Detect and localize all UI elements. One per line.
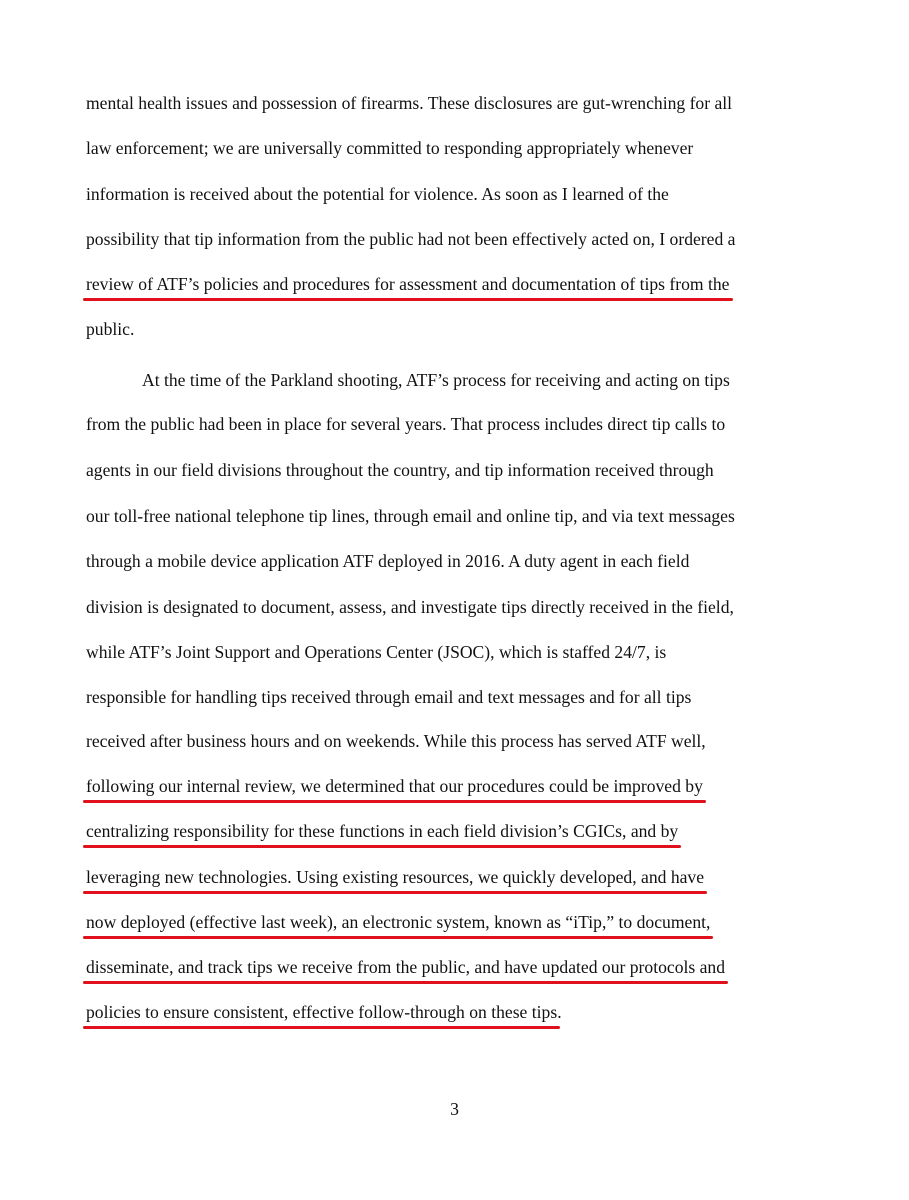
text-line: agents in our field divisions throughout the country, and tip information received through xyxy=(86,460,714,480)
text-line: received after business hours and on weekends. While this process has served ATF well, xyxy=(86,731,706,751)
red-underline-highlight: leveraging new technologies. Using existing resources, we quickly developed, and have xyxy=(86,867,705,887)
text-line: our toll-free national telephone tip lines, through email and online tip, and via text messages xyxy=(86,506,735,526)
red-underline-highlight: policies to ensure consistent, effective follow-through on these tips xyxy=(86,1002,558,1022)
red-underline-highlight: disseminate, and track tips we receive from the public, and have updated our protocols and xyxy=(86,957,726,977)
text-line-highlighted xyxy=(86,1001,562,1023)
text-line-highlighted xyxy=(86,273,730,295)
text-line: mental health issues and possession of firearms. These disclosures are gut-wrenching for all xyxy=(86,93,733,113)
text-line: responsible for handling tips received through email and text messages and for all tips xyxy=(86,687,692,707)
text-line: from the public had been in place for several years. That process includes direct tip calls to xyxy=(86,414,726,434)
page-number: 3 xyxy=(450,1099,459,1119)
trailing-period: . xyxy=(557,1002,562,1022)
paragraph-first-line: At the time of the Parkland shooting, ATF’s process for receiving and acting on tips xyxy=(142,370,730,390)
text-line: possibility that tip information from the public had not been effectively acted on, I ordered a xyxy=(86,229,736,249)
text-line: through a mobile device application ATF deployed in 2016. A duty agent in each field xyxy=(86,551,690,571)
text-line: law enforcement; we are universally committed to responding appropriately whenever xyxy=(86,138,694,158)
red-underline-highlight: now deployed (effective last week), an electronic system, known as “iTip,” to document, xyxy=(86,912,711,932)
text-line-highlighted xyxy=(86,775,703,797)
text-line: information is received about the potential for violence. As soon as I learned of the xyxy=(86,184,669,204)
text-line: while ATF’s Joint Support and Operations Center (JSOC), which is staffed 24/7, is xyxy=(86,642,667,662)
text-line-highlighted xyxy=(86,956,725,978)
text-line-highlighted xyxy=(86,911,710,933)
red-underline-highlight: review of ATF’s policies and procedures for assessment and documentation of tips from the xyxy=(86,274,730,294)
text-line: division is designated to document, assess, and investigate tips directly received in the field, xyxy=(86,597,734,617)
text-line-highlighted xyxy=(86,820,678,842)
text-line: public. xyxy=(86,319,135,339)
red-underline-highlight: following our internal review, we determined that our procedures could be improved by xyxy=(86,776,703,796)
text-line-highlighted xyxy=(86,866,704,888)
red-underline-highlight: centralizing responsibility for these functions in each field division’s CGICs, and by xyxy=(86,821,679,841)
